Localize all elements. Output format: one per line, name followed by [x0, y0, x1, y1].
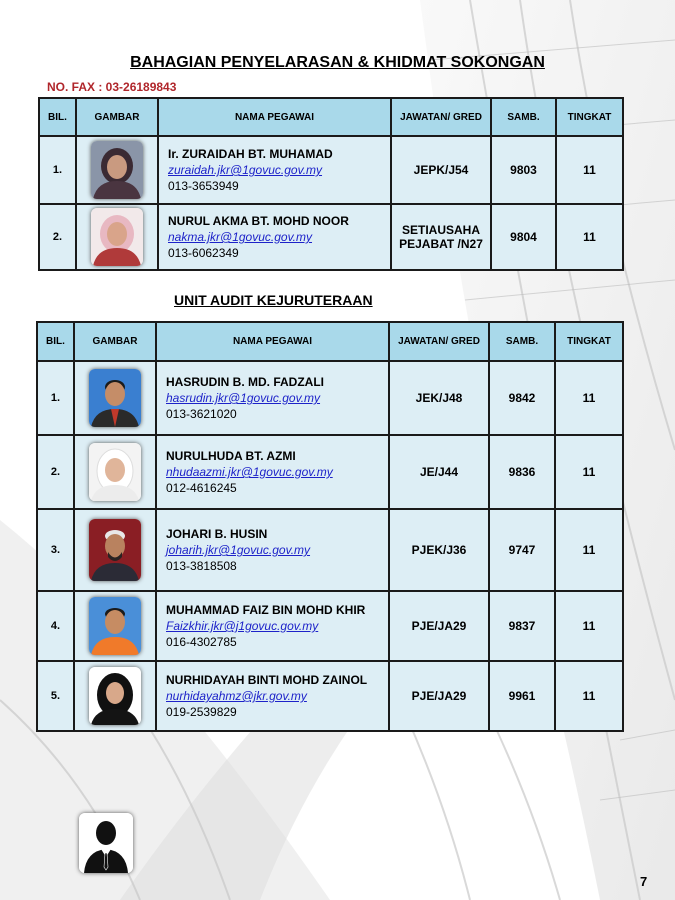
- staff-photo: [91, 208, 143, 266]
- cell-jawatan: JEK/J48: [389, 361, 489, 435]
- staff-table-penyelarasan: [38, 97, 624, 271]
- staff-phone: 012-4616245: [166, 481, 237, 495]
- staff-name: NURHIDAYAH BINTI MOHD ZAINOL: [166, 673, 368, 687]
- staff-table-audit: [36, 321, 624, 732]
- header-bil: BIL.: [39, 98, 76, 136]
- section-title-audit: UNIT AUDIT KEJURUTERAAN: [174, 292, 373, 308]
- cell-jawatan: JEPK/J54: [391, 136, 491, 204]
- staff-name: Ir. ZURAIDAH BT. MUHAMAD: [168, 147, 333, 161]
- header-nama: NAMA PEGAWAI: [158, 98, 391, 136]
- staff-name: NURUL AKMA BT. MOHD NOOR: [168, 214, 349, 228]
- staff-phone: 013-3621020: [166, 407, 237, 421]
- cell-tingkat: 11: [555, 509, 623, 591]
- header-gambar: GAMBAR: [76, 98, 158, 136]
- staff-email-link[interactable]: joharih.jkr@1govuc.gov.my: [166, 543, 311, 557]
- staff-name: HASRUDIN B. MD. FADZALI: [166, 375, 324, 389]
- table-row: [39, 136, 623, 204]
- cell-tingkat: 11: [556, 136, 623, 204]
- cell-jawatan: JE/J44: [389, 435, 489, 509]
- cell-tingkat: 11: [555, 435, 623, 509]
- cell-tingkat: 11: [555, 591, 623, 661]
- cell-bil: 2.: [37, 435, 74, 509]
- staff-email-link[interactable]: nakma.jkr@1govuc.gov.my: [168, 230, 313, 244]
- header-tingkat: TINGKAT: [556, 98, 623, 136]
- cell-bil: 3.: [37, 509, 74, 591]
- cell-samb: 9804: [491, 204, 556, 270]
- cell-tingkat: 11: [555, 661, 623, 731]
- staff-photo: [89, 443, 141, 501]
- staff-phone: 013-6062349: [168, 246, 239, 260]
- staff-name: NURULHUDA BT. AZMI: [166, 449, 296, 463]
- table-row: [37, 361, 623, 435]
- page-number: 7: [640, 874, 648, 889]
- header-tingkat: TINGKAT: [555, 322, 623, 361]
- header-bil: BIL.: [37, 322, 74, 361]
- staff-photo: [89, 519, 141, 581]
- placeholder-person-icon: [79, 813, 133, 873]
- header-jawatan: JAWATAN/ GRED: [389, 322, 489, 361]
- cell-samb: 9961: [489, 661, 555, 731]
- cell-bil: 1.: [37, 361, 74, 435]
- cell-jawatan: PJE/JA29: [389, 661, 489, 731]
- cell-tingkat: 11: [556, 204, 623, 270]
- table-row: [39, 204, 623, 270]
- header-samb: SAMB.: [489, 322, 555, 361]
- cell-samb: 9803: [491, 136, 556, 204]
- header-samb: SAMB.: [491, 98, 556, 136]
- staff-phone: 019-2539829: [166, 705, 237, 719]
- staff-email-link[interactable]: zuraidah.jkr@1govuc.gov.my: [168, 163, 323, 177]
- cell-bil: 2.: [39, 204, 76, 270]
- staff-phone: 013-3818508: [166, 559, 237, 573]
- section-title-penyelarasan: BAHAGIAN PENYELARASAN & KHIDMAT SOKONGAN: [130, 54, 545, 71]
- cell-bil: 5.: [37, 661, 74, 731]
- staff-email-link[interactable]: nurhidayahmz@jkr.gov.my: [166, 689, 307, 703]
- cell-bil: 4.: [37, 591, 74, 661]
- cell-samb: 9836: [489, 435, 555, 509]
- staff-name: JOHARI B. HUSIN: [166, 527, 268, 541]
- staff-photo: [91, 141, 143, 199]
- staff-phone: 013-3653949: [168, 179, 239, 193]
- table-row: [37, 661, 623, 731]
- header-nama: NAMA PEGAWAI: [156, 322, 389, 361]
- table-row: [37, 591, 623, 661]
- cell-jawatan: PJEK/J36: [389, 509, 489, 591]
- header-jawatan: JAWATAN/ GRED: [391, 98, 491, 136]
- staff-email-link[interactable]: Faizkhir.jkr@j1govuc.gov.my: [166, 619, 319, 633]
- fax-number: NO. FAX : 03-26189843: [47, 80, 177, 94]
- staff-photo: [89, 597, 141, 655]
- table-row: [37, 435, 623, 509]
- cell-samb: 9842: [489, 361, 555, 435]
- cell-samb: 9747: [489, 509, 555, 591]
- header-gambar: GAMBAR: [74, 322, 156, 361]
- staff-photo: [89, 667, 141, 725]
- cell-tingkat: 11: [555, 361, 623, 435]
- staff-phone: 016-4302785: [166, 635, 237, 649]
- staff-photo: [89, 369, 141, 427]
- cell-bil: 1.: [39, 136, 76, 204]
- cell-jawatan: PJE/JA29: [389, 591, 489, 661]
- cell-jawatan: SETIAUSAHA PEJABAT /N27: [391, 204, 491, 270]
- staff-email-link[interactable]: nhudaazmi.jkr@1govuc.gov.my: [166, 465, 333, 479]
- staff-name: MUHAMMAD FAIZ BIN MOHD KHIR: [166, 603, 366, 617]
- staff-email-link[interactable]: hasrudin.jkr@1govuc.gov.my: [166, 391, 321, 405]
- table-row: [37, 509, 623, 591]
- cell-samb: 9837: [489, 591, 555, 661]
